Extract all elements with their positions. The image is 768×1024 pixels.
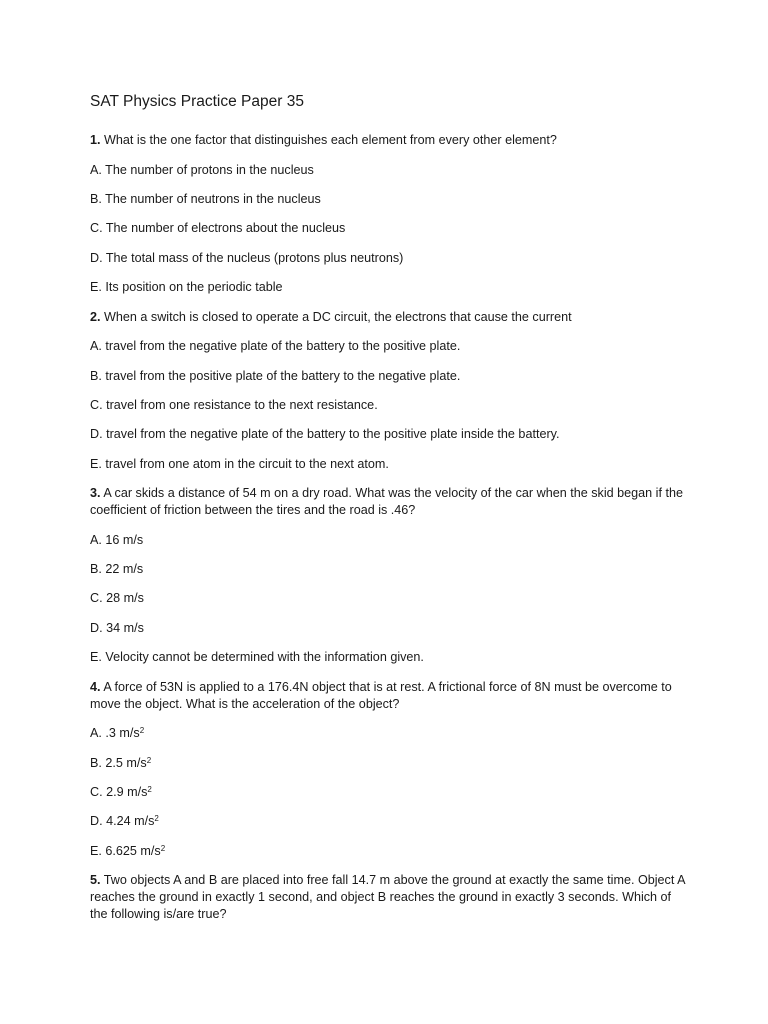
question-text: Two objects A and B are placed into free fall 14.7 m above the ground at exactly the same time. Object A reaches the ground in exactly 1 second, and object B reaches the ground in exactly 3 seconds. Which of the following is/are true? <box>90 873 685 921</box>
answer-option: D. travel from the negative plate of the battery to the positive plate inside the battery. <box>90 427 560 441</box>
option-text: A. .3 m/s <box>90 726 140 740</box>
answer-option: E. Velocity cannot be determined with the information given. <box>90 650 424 664</box>
answer-option: C. The number of electrons about the nucleus <box>90 221 346 235</box>
answer-option: A. travel from the negative plate of the battery to the positive plate. <box>90 339 461 353</box>
question-number: 2. <box>90 310 101 324</box>
answer-option <box>90 725 690 742</box>
page-title: SAT Physics Practice Paper 35 <box>90 93 304 110</box>
answer-option: D. 34 m/s <box>90 621 144 635</box>
question-text: What is the one factor that distinguishes each element from every other element? <box>104 133 557 147</box>
question-5 <box>90 872 690 923</box>
answer-option: E. travel from one atom in the circuit to the next atom. <box>90 457 389 471</box>
question-number: 5. <box>90 873 101 887</box>
question-4 <box>90 679 690 713</box>
answer-option: B. The number of neutrons in the nucleus <box>90 192 321 206</box>
answer-option: A. The number of protons in the nucleus <box>90 163 314 177</box>
answer-option <box>90 755 690 772</box>
superscript: 2 <box>147 785 152 794</box>
question-text: A car skids a distance of 54 m on a dry road. What was the velocity of the car when the skid began if the coefficient of friction between the tires and the road is .46? <box>90 486 683 517</box>
question-1 <box>90 132 690 149</box>
answer-option: C. 28 m/s <box>90 591 144 605</box>
question-2 <box>90 309 690 326</box>
answer-option: E. Its position on the periodic table <box>90 280 283 294</box>
question-text: A force of 53N is applied to a 176.4N object that is at rest. A frictional force of 8N must be overcome to move the object. What is the acceleration of the object? <box>90 680 672 711</box>
option-text: E. 6.625 m/s <box>90 844 161 858</box>
question-number: 3. <box>90 486 101 500</box>
answer-option: B. travel from the positive plate of the battery to the negative plate. <box>90 369 461 383</box>
answer-option <box>90 813 690 830</box>
answer-option: D. The total mass of the nucleus (protons plus neutrons) <box>90 251 404 265</box>
answer-option <box>90 843 690 860</box>
question-text: When a switch is closed to operate a DC circuit, the electrons that cause the current <box>104 310 572 324</box>
question-number: 1. <box>90 133 101 147</box>
option-text: B. 2.5 m/s <box>90 756 147 770</box>
superscript: 2 <box>154 814 159 823</box>
answer-option <box>90 784 690 801</box>
answer-option: A. 16 m/s <box>90 533 144 547</box>
superscript: 2 <box>146 756 152 765</box>
answer-option: B. 22 m/s <box>90 562 144 576</box>
superscript: 2 <box>139 726 145 735</box>
answer-option: C. travel from one resistance to the next resistance. <box>90 398 378 412</box>
question-number: 4. <box>90 680 101 694</box>
superscript: 2 <box>160 844 166 853</box>
option-text: D. 4.24 m/s <box>90 814 155 828</box>
option-text: C. 2.9 m/s <box>90 785 148 799</box>
question-3 <box>90 485 690 519</box>
